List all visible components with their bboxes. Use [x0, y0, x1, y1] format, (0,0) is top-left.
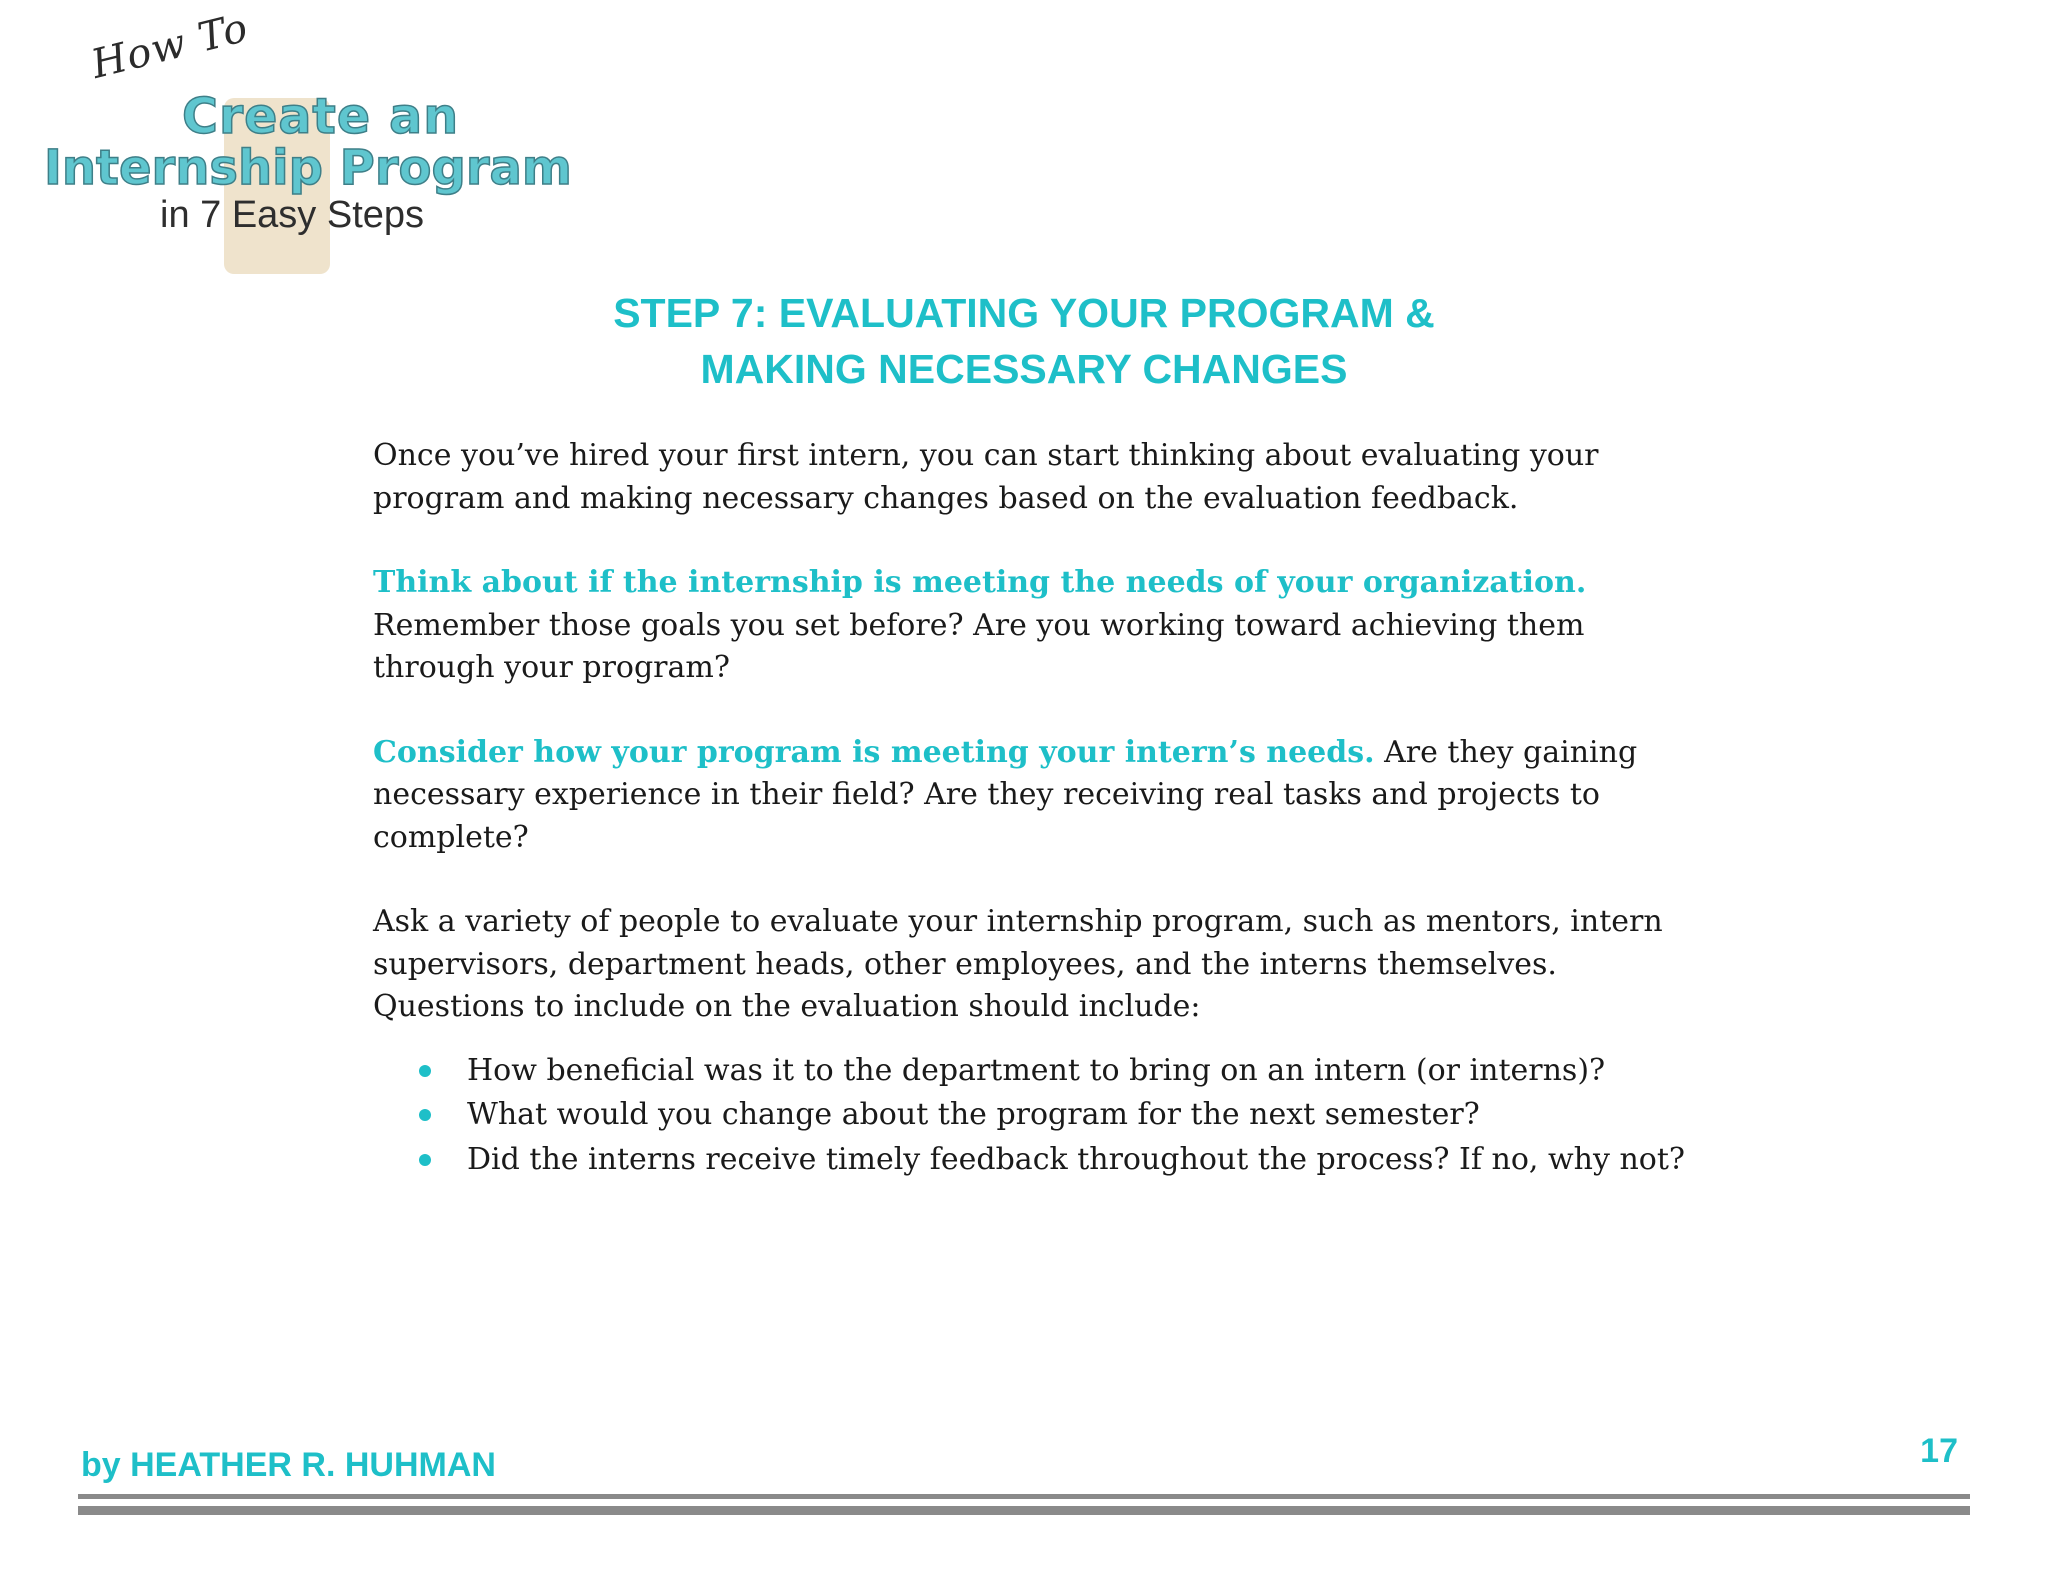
main-content	[373, 435, 1693, 1182]
intro-paragraph: Once you’ve hired your first intern, you can start thinking about evaluating your program and making necessary changes based on the evaluation feedback.	[373, 438, 1599, 516]
evaluation-questions-list	[373, 1049, 1693, 1183]
section-evaluators: Ask a variety of people to evaluate your internship program, such as mentors, intern supervisors, department heads, other employees, and the interns themselves. Questions to include on the evaluation should include:	[373, 904, 1663, 1024]
section-intern-needs-text: Are they gaining necessary experience in their field? Are they receiving real tasks and projects to complete?	[373, 734, 1638, 855]
section-intern-needs-heading: Consider how your program is meeting your intern’s needs.	[373, 734, 1375, 770]
bullet-icon	[419, 1154, 431, 1166]
section-intern-needs	[373, 732, 1693, 860]
page-heading	[0, 285, 2048, 397]
logo-title-line-2: Internship Program	[44, 140, 572, 196]
section-organization-needs	[373, 562, 1693, 690]
list-item	[467, 1049, 1693, 1094]
list-item-text: What would you change about the program for the next semester?	[467, 1097, 1480, 1132]
bullet-icon	[419, 1065, 431, 1077]
author-byline: by HEATHER R. HUHMAN	[81, 1446, 496, 1484]
logo-title-line-1: Create an	[182, 88, 460, 145]
list-item	[467, 1138, 1693, 1183]
page-heading-line-2: MAKING NECESSARY CHANGES	[700, 346, 1348, 392]
section-organization-needs-text: Remember those goals you set before? Are you working toward achieving them through your program?	[373, 607, 1585, 685]
page-heading-line-1: STEP 7: EVALUATING YOUR PROGRAM &	[613, 290, 1435, 336]
list-item	[467, 1093, 1693, 1138]
footer-divider-thin	[78, 1494, 1970, 1499]
logo	[40, 4, 600, 246]
list-item-text: Did the interns receive timely feedback throughout the process? If no, why not?	[467, 1141, 1686, 1177]
logo-subtitle: in 7 Easy Steps	[160, 194, 425, 236]
page-number: 17	[1920, 1432, 1958, 1470]
footer-divider-thick	[78, 1506, 1970, 1515]
bullet-icon	[419, 1109, 431, 1121]
section-organization-needs-heading: Think about if the internship is meeting the needs of your organization.	[373, 565, 1587, 600]
logo-how-to: How To	[86, 4, 253, 88]
list-item-text: How beneficial was it to the department to bring on an intern (or interns)?	[467, 1052, 1606, 1088]
